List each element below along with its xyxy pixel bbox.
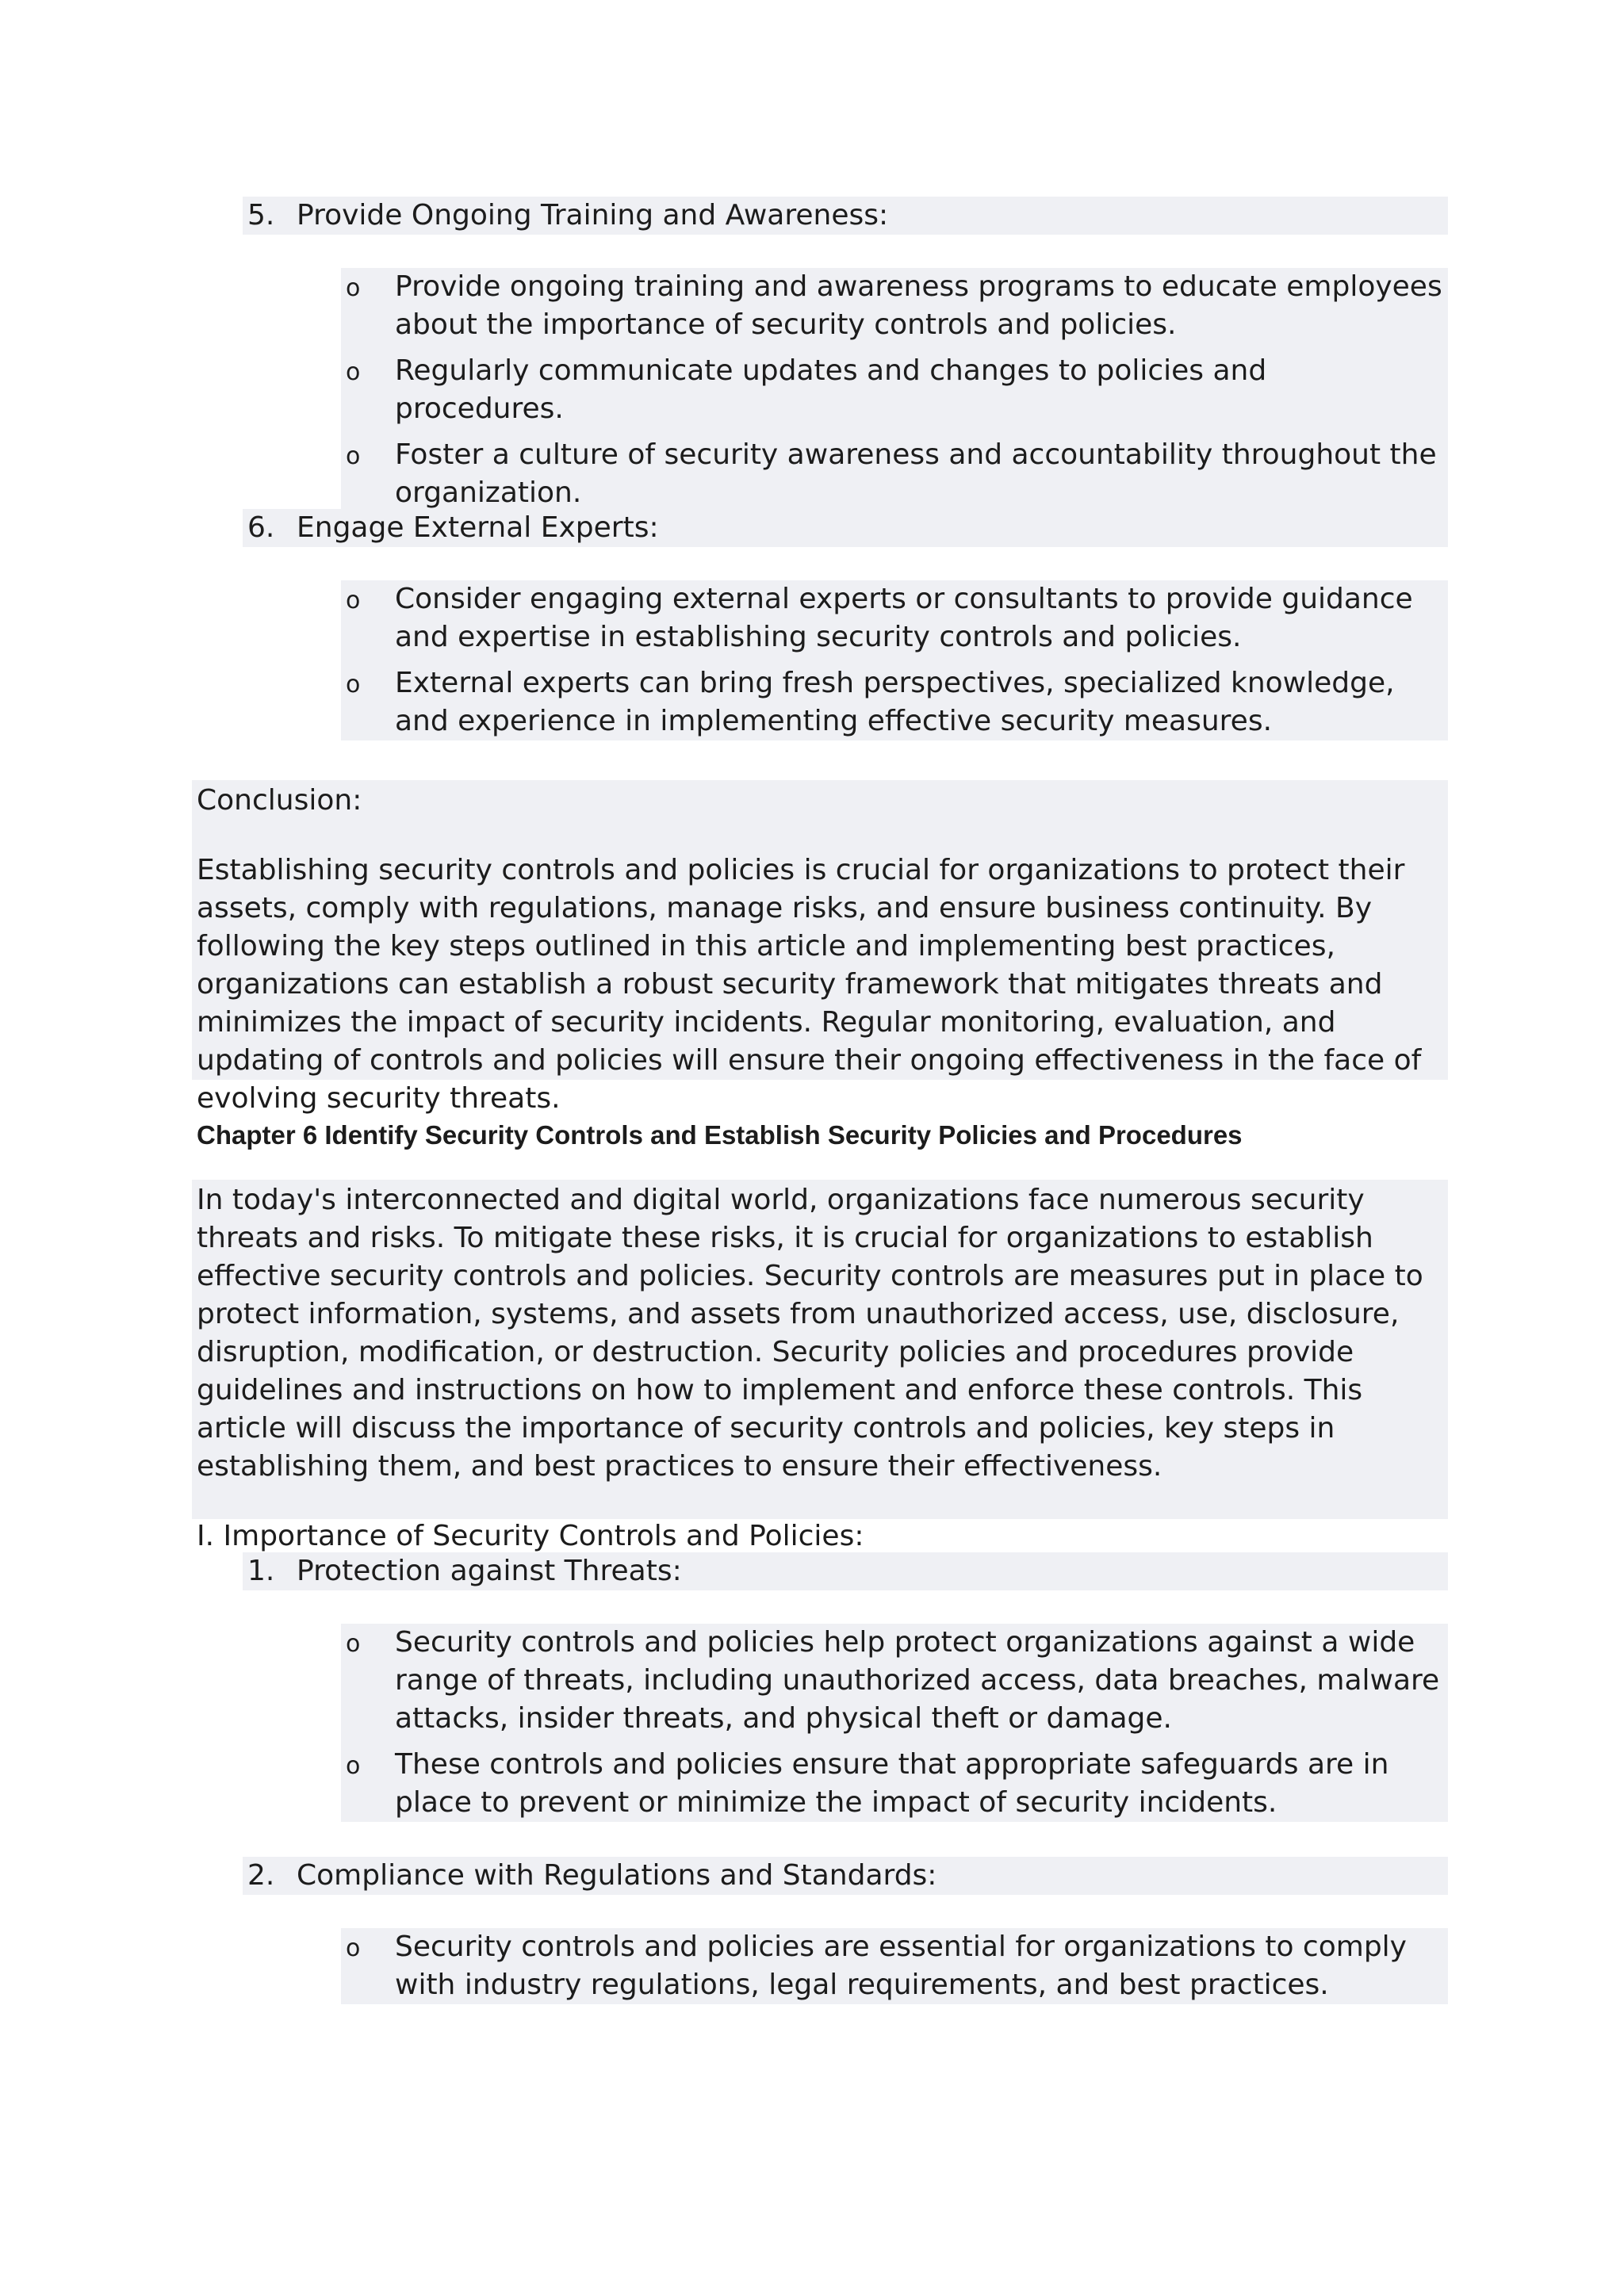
bullet-list: [341, 580, 1448, 740]
bullet-list: [341, 1624, 1448, 1822]
list-item: [341, 1746, 1443, 1822]
list-item: [341, 268, 1443, 344]
list-item-heading: [243, 1552, 1448, 1590]
bullet-list: [341, 1928, 1448, 2004]
list-number: 2.: [247, 1859, 275, 1892]
list-item-text: Regularly communicate updates and changes to policies and procedures.: [395, 354, 1267, 425]
list-heading-text: Protection against Threats:: [297, 1555, 682, 1587]
conclusion-section: [192, 780, 1448, 1115]
list-item-text: These controls and policies ensure that appropriate safeguards are in place to prevent or minimize the impact of security incidents.: [395, 1748, 1389, 1819]
list-heading-text: Engage External Experts:: [297, 511, 659, 544]
list-item-text: Foster a culture of security awareness and accountability throughout the organization.: [395, 438, 1437, 509]
list-item: [341, 580, 1443, 656]
list-item: [341, 1928, 1443, 2004]
list-item-text: External experts can bring fresh perspectives, specialized knowledge, and experience in implementing effective security measures.: [395, 667, 1395, 737]
conclusion-paragraph: Establishing security controls and policies is crucial for organizations to protect their assets, comply with regulations, manage risks, and ensure business continuity. By following the key steps outlined in this article and implementing best practices, organizations can establish a robust security framework that mitigates threats and minimizes the impact of security incidents. Regular monitoring, evaluation, and updating of controls and policies will ensure their ongoing effectiveness in the face of evolving security threats.: [197, 854, 1422, 1115]
bullet-marker: o: [346, 442, 361, 470]
bullet-marker: o: [346, 587, 361, 614]
list-number: 5.: [247, 199, 275, 232]
chapter-intro-section: [192, 1180, 1448, 1552]
list-heading-text: Provide Ongoing Training and Awareness:: [297, 199, 889, 232]
conclusion-label: Conclusion:: [197, 784, 362, 817]
list-item: [341, 664, 1443, 740]
list-item: [341, 436, 1443, 512]
bullet-marker: o: [346, 671, 361, 698]
list-item: [341, 352, 1443, 428]
bullet-marker: o: [346, 274, 361, 302]
list-item-text: Security controls and policies help protect organizations against a wide range of threats, including unauthorized access, data breaches, malware attacks, insider threats, and physical theft or damage.: [395, 1626, 1440, 1735]
list-item-text: Security controls and policies are essential for organizations to comply with industry regulations, legal requirements, and best practices.: [395, 1931, 1407, 2001]
bullet-list: [341, 268, 1448, 512]
list-item-heading: [243, 1857, 1448, 1895]
bullet-marker: o: [346, 1934, 361, 1962]
list-item-heading: [243, 197, 1448, 235]
list-number: 1.: [247, 1555, 275, 1587]
chapter-intro-paragraph: In today's interconnected and digital world, organizations face numerous security threats and risks. To mitigate these risks, it is crucial for organizations to establish effective security controls and policies. Security controls are measures put in place to protect information, systems, and assets from unauthorized access, use, disclosure, disruption, modification, or destruction. Security policies and procedures provide guidelines and instructions on how to implement and enforce these controls. This article will discuss the importance of security controls and policies, key steps in establishing them, and best practices to ensure their effectiveness.: [197, 1184, 1423, 1483]
bullet-marker: o: [346, 1752, 361, 1780]
list-heading-text: Compliance with Regulations and Standards:: [297, 1859, 937, 1892]
list-item-text: Provide ongoing training and awareness programs to educate employees about the importance of security controls and policies.: [395, 270, 1442, 341]
chapter-heading: Chapter 6 Identify Security Controls and Establish Security Policies and Procedures: [197, 1120, 1243, 1150]
list-number: 6.: [247, 511, 275, 544]
bullet-marker: o: [346, 358, 361, 386]
list-item-text: Consider engaging external experts or consultants to provide guidance and expertise in establishing security controls and policies.: [395, 583, 1413, 653]
bullet-marker: o: [346, 1630, 361, 1658]
list-item-heading: [243, 509, 1448, 547]
chapter-subheading: I. Importance of Security Controls and Policies:: [197, 1520, 864, 1552]
list-item: [341, 1624, 1443, 1738]
